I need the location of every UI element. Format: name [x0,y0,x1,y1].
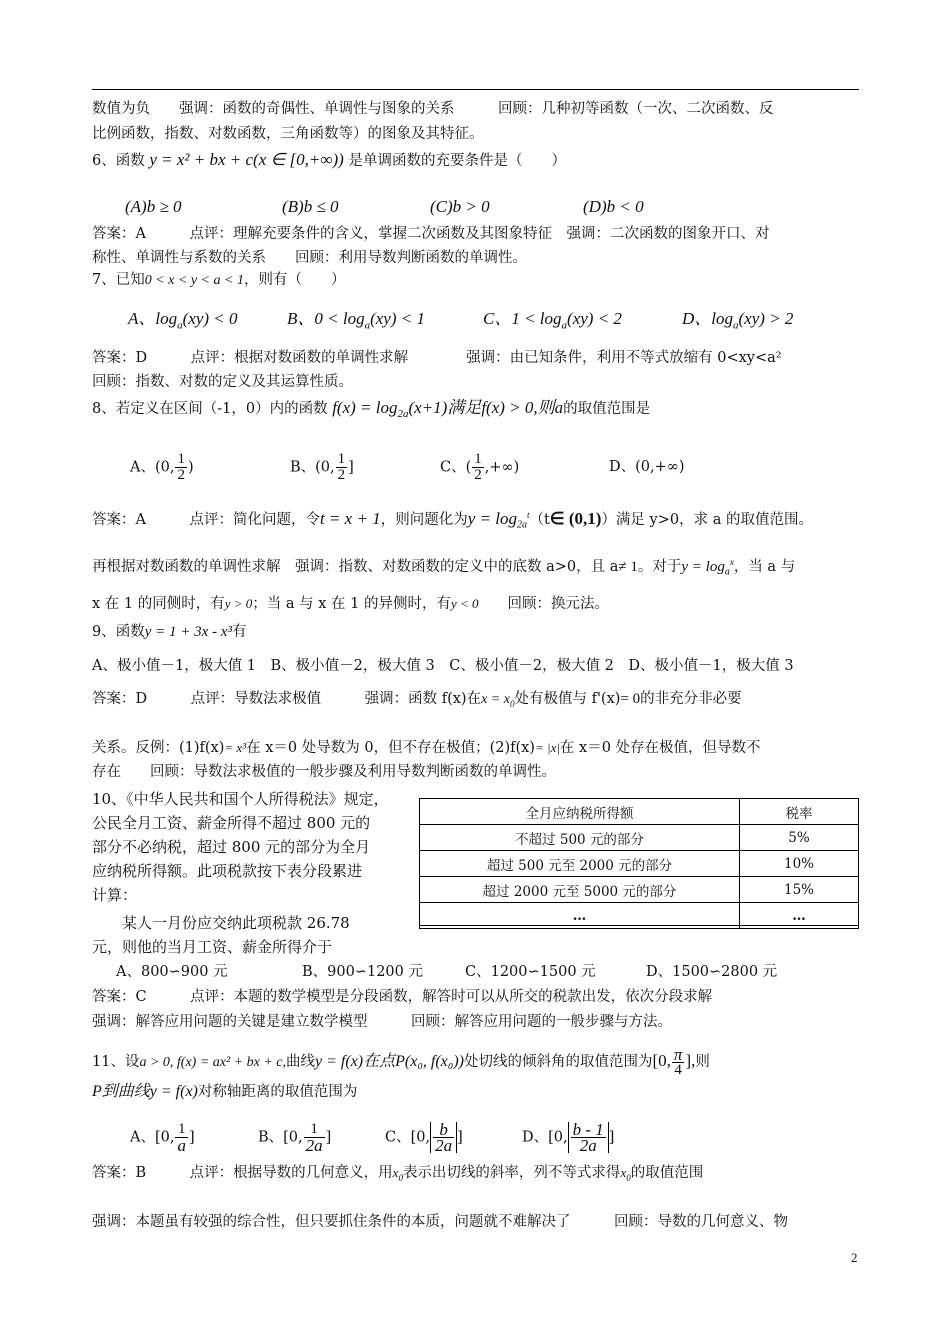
q11-option-d [522,1122,614,1153]
q11-line2-math: P到曲线y = f(x) [92,1083,198,1100]
q7-option-b [287,308,425,336]
q9-ans-text3: 的非充分非必要 [640,691,742,707]
q10-text-6: 某人一月份应交纳此项税款 26.78 [92,914,350,932]
q7-c-text2: (xy) < 2 [567,309,622,328]
q9-prefix: 9、函数 [92,624,145,640]
fraction [672,1044,685,1078]
q7-d-sub: a [733,319,739,332]
fraction [175,1122,188,1153]
q9-ans-text: 答案：D 点评：导数法求极值 强调：函数 f(x)在 [92,691,482,707]
q6-formula: y = x² + bx + c(x ∈ [0,+∞)) [149,150,344,169]
tax-table [419,798,859,929]
q8-option-d: D、(0,+∞) [609,459,685,475]
question-11 [92,1046,862,1078]
table-cell: … [420,903,740,929]
q11-formula: a > 0, f(x) = ax² + bx + c, [139,1055,287,1070]
q10-option-a: A、800∽900 元 [116,964,228,980]
fraction [433,1122,454,1153]
q9-formula: y = 1 + 3x - x³ [144,624,232,640]
table-header: 税率 [740,799,859,825]
q8-ans-text2: ，则问题化为 [380,511,468,528]
q9-ans2-math: = x³ [224,740,247,755]
denominator: 2 [474,467,482,483]
q11-c-close: ] [457,1129,463,1146]
q6-suffix: 是单调函数的充要条件是（ ） [348,153,566,169]
numerator: b [433,1122,454,1138]
q7-b-sub: a [364,319,371,332]
question-7 [92,270,862,291]
q11-option-c [385,1122,463,1153]
q9-ans-sub: 0 [509,698,515,709]
q9-ans2-text3: 在 x＝0 处存在极值，但导数不 [559,740,761,756]
question-11-line2 [92,1082,862,1102]
q9-answer [92,689,862,714]
q8-ans2-text: 再根据对数函数的单调性求解 强调：指数、对数函数的定义中的底数 a>0，且 a [92,558,619,575]
q11-d-close: ] [608,1129,615,1146]
q6-option-a: (A)b ≥ 0 [125,197,182,216]
q8-ans-text: 答案：A 点评：简化问题，令 [92,511,320,528]
q10-text-2: 公民全月工资、薪金所得不超过 800 元的 [92,814,371,832]
table-cell: 5% [740,825,859,851]
q11-ans-math: x [392,1165,399,1180]
numerator: π [673,1044,683,1064]
q8-b-text: B、(0, [290,459,335,476]
q11-formula2: y = f(x)在点P(x₀, f(x₀)) [315,1053,464,1070]
numerator: 1 [175,1122,188,1138]
table-header: 全月应纳税所得额 [420,799,740,825]
denominator: 2a [435,1136,453,1155]
q11-answer-cont: 强调：本题虽有较强的综合性，但只要抓住条件的本质，问题就不难解决了 回顾：导数的几何意义、物 [92,1214,788,1230]
q10-option-d: D、1500∽2800 元 [646,964,778,980]
numerator: 1 [177,451,185,467]
q7-b-text: B、0 < log [287,309,365,328]
q11-ans-sub: 0 [398,1172,403,1183]
q9-answer-cont [92,738,862,758]
q6-option-c: (C)b > 0 [430,197,490,216]
q9-ans2-text2: 在 x＝0 处导数为 0，但不存在极值；(2)f(x) [246,740,535,756]
q11-ans-text3: 的取值范围 [630,1165,704,1181]
q9-ans-math: x = x [481,692,510,707]
q7-condition: 0 < x < y < a < 1 [144,273,244,288]
q8-a-text: A、(0, [130,459,175,476]
q7-option-d [682,308,793,336]
table-row [420,825,859,851]
table-cell: 10% [740,851,859,877]
abs-bars [568,1122,609,1153]
header-rule [92,89,859,90]
q7-option-c [483,308,622,336]
denominator: 4 [674,1061,682,1078]
q11-ans-sub2: 0 [626,1172,631,1183]
q8-ans2-sub: a [724,566,730,578]
q7-a-text: A、log [128,309,178,328]
q7-option-a [128,308,238,336]
question-9 [92,622,862,642]
question-8 [92,398,862,424]
q6-prefix: 6、函数 [92,153,145,169]
fraction [472,452,484,483]
denominator: a [177,1136,186,1155]
q8-answer-cont2 [92,594,862,614]
q11-option-a [130,1122,195,1153]
q11-a-text: A、[0, [130,1129,175,1146]
numerator: 1 [304,1122,325,1138]
q11-d-text: D、[0, [522,1129,568,1146]
q7-b-text2: (xy) < 1 [370,309,425,328]
q8-ans3-math2: y < 0 [450,596,479,611]
q8-c-text: C、( [440,459,472,476]
numerator: b - 1 [572,1120,604,1139]
q11-end: 则 [695,1054,710,1070]
q8-ans2-math: ≠ 1 [618,558,638,575]
table-cell: 超过 500 元至 2000 元的部分 [420,851,740,877]
q8-ans-math2: y = log [467,508,517,528]
q6-answer: 答案：A 点评：理解充要条件的含义，掌握二次函数及其图象特征 强调：二次函数的图象开口、对 [92,226,770,242]
q11-a-close: ] [188,1129,195,1146]
q11-b-text: B、[0, [258,1129,303,1146]
fraction [336,452,348,483]
q11-mid: 曲线 [286,1054,316,1070]
q11-ans-math2: x [620,1165,627,1180]
q9-answer-cont2: 存在 回顾：导数法求极值的一般步骤及利用导数判断函数的单调性。 [92,764,556,780]
denominator: 2a [579,1136,597,1155]
table-header-row [420,799,859,825]
q8-ans2-text3: ，当 a 与 [733,558,796,575]
q7-answer: 答案：D 点评：根据对数函数的单调性求解 强调：由已知条件，利用不等式放缩有 0<xy<a² [92,350,782,366]
q7-answer-cont: 回顾：指数、对数的定义及其运算性质。 [92,374,353,390]
q7-suffix: ，则有（ ） [243,272,346,288]
q8-option-c [440,452,519,483]
q9-ans-math2: = 0 [620,691,641,707]
q10-answer-cont: 强调：解答应用问题的关键是建立数学模型 回顾：解答应用问题的一般步骤与方法。 [92,1014,672,1030]
table-row [420,851,859,877]
fraction [175,452,187,483]
q11-b-close: ] [325,1129,332,1146]
q9-ans2-math2: = |x| [534,740,560,755]
q8-formula2: (x+1)满足f(x) > 0,则a [408,398,564,417]
q7-prefix: 7、已知 [92,272,145,288]
q6-option-b: (B)b ≤ 0 [282,197,339,216]
q7-c-text: C、1 < log [483,309,562,328]
table-cell: 15% [740,877,859,903]
q8-ans-text4: ）满足 y>0，求 a 的取值范围。 [601,511,813,528]
q11-prefix: 11、设 [92,1054,140,1070]
question-6 [92,150,862,171]
q10-text-7: 元，则他的当月工资、薪金所得介于 [92,938,333,956]
q7-d-text: D、log [682,309,733,328]
q8-a-end: ) [187,459,194,476]
q6-option-d: (D)b < 0 [583,197,644,216]
q8-ans3-math: y > 0 [224,596,253,611]
q10-text-4: 应纳税所得额。此项税款按下表分段累进 [92,862,363,880]
table-cell: 超过 2000 元至 5000 元的部分 [420,877,740,903]
table-row [420,877,859,903]
q8-suffix: 的取值范围是 [563,401,651,417]
fraction [571,1122,606,1153]
q8-ans2-sup: x [729,557,734,567]
q10-answer: 答案：C 点评：本题的数学模型是分段函数，解答时可以从所交的税款出发，依次分段求解 [92,989,713,1005]
q8-option-a [130,452,194,483]
text-line: 数值为负 强调：函数的奇偶性、单调性与图象的关系 回顾：几种初等函数（一次、二次函数、反 [92,101,774,117]
q8-b-end: ] [348,459,354,476]
q8-c-end: ,+∞) [484,459,520,476]
q7-a-text2: (xy) < 0 [182,309,238,328]
q8-answer [92,505,862,536]
text-line: 比例函数，指数、对数函数，三角函数等）的图象及其特征。 [92,126,484,142]
q10-text-3: 部分不必纳税，超过 800 元的部分为全月 [92,838,371,856]
q8-ans-sup: t [526,510,530,520]
denominator: 2 [337,467,346,483]
q9-options: A、极小值－1，极大值 1 B、极小值－2，极大值 3 C、极小值－2，极大值 2 D、极小值－1，极大值 3 [92,658,794,674]
denominator: 2a [305,1136,323,1155]
q8-ans3-text2: ；当 a 与 x 在 1 的异侧时，有 [252,596,451,612]
q9-ans2-text: 关系。反例：(1)f(x) [92,740,225,756]
q11-range: [0, [652,1051,671,1070]
q8-ans-math3: ∈ (0,1) [549,508,602,528]
q7-a-sub: a [177,319,183,332]
denominator: 2 [177,467,185,483]
q11-answer [92,1163,862,1188]
q6-answer-cont: 称性、单调性与系数的关系 回顾：利用导数判断函数的单调性。 [92,250,527,266]
q8-formula: f(x) = log [332,398,398,417]
q11-ans-text2: 表示出切线的斜率，列不等式求得 [402,1165,621,1181]
table-row [420,903,859,929]
q10-option-b: B、900∽1200 元 [302,964,423,980]
page-number: 2 [851,1250,858,1265]
q9-ans-text2: 处有极值与 f'(x) [514,691,621,707]
q10-text-5: 计算： [92,886,138,904]
q11-line2-text: 对称轴距离的取值范围为 [197,1084,358,1100]
q11-option-b [258,1122,331,1153]
q8-sub: 2a [397,407,409,420]
numerator: 1 [474,451,482,467]
q9-suffix: 有 [231,624,247,640]
q8-answer-cont [92,552,862,583]
q8-ans-math: t = x + 1 [319,508,381,528]
q8-ans3-text3: 回顾：换元法。 [478,596,610,612]
numerator: 1 [337,451,346,467]
q11-mid2: 处切线的倾斜角的取值范围为 [463,1054,653,1070]
q10-option-c: C、1200∽1500 元 [465,964,596,980]
q8-ans2-text2: 。对于 [637,558,682,575]
q8-ans3-text: x 在 1 的同侧时，有 [92,596,225,612]
q8-ans-text3: （t [529,511,550,528]
fraction [304,1122,325,1153]
q8-ans2-math2: y = log [681,558,725,575]
q7-d-text2: (xy) > 2 [738,309,794,328]
q8-option-b [290,452,354,483]
q11-ans-text: 答案：B 点评：根据导数的几何意义，用 [92,1165,393,1181]
q10-text-1: 10、《中华人民共和国个人所得税法》规定， [92,790,389,808]
table-cell: 不超过 500 元的部分 [420,825,740,851]
q11-c-text: C、[0, [385,1129,431,1146]
q8-prefix: 8、若定义在区间（-1，0）内的函数 [92,401,328,417]
abs-bars [430,1122,457,1153]
q11-range-end: ], [685,1051,696,1070]
q7-c-sub: a [561,319,568,332]
q8-ans-sub: 2a [516,519,527,531]
table-cell: … [740,903,859,929]
